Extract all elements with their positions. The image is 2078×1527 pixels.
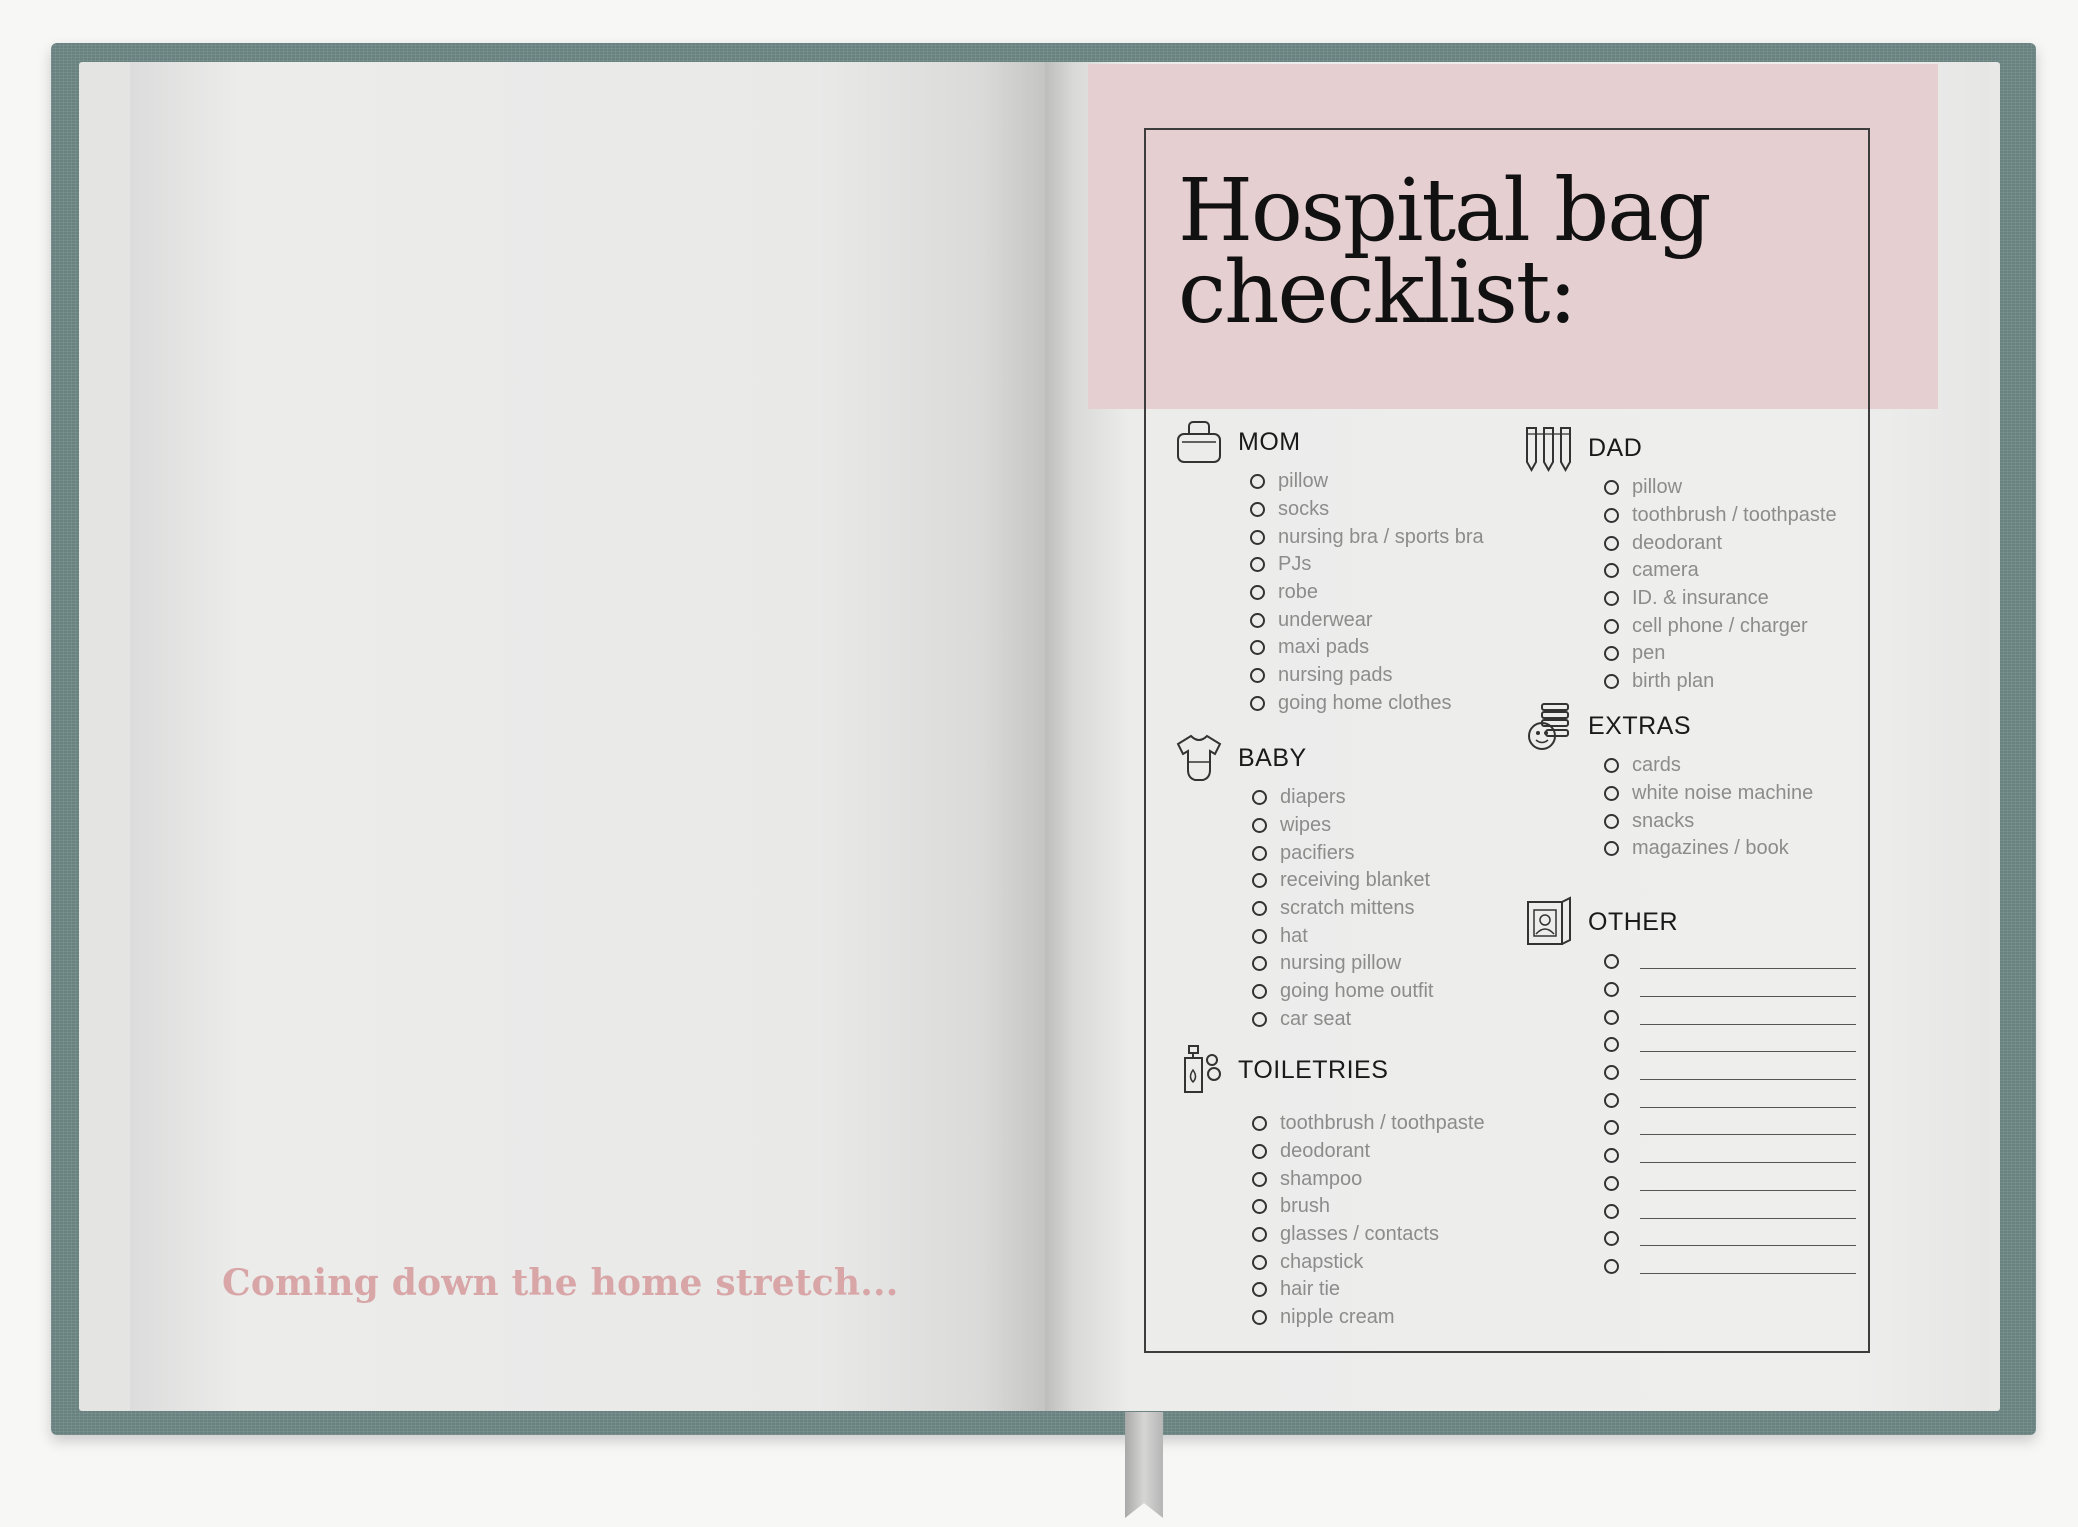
list-item[interactable]: brush xyxy=(1252,1193,1485,1221)
checkbox[interactable] xyxy=(1604,954,1619,969)
blank-line-item[interactable] xyxy=(1604,1114,1856,1142)
list-item[interactable]: underwear xyxy=(1250,606,1484,634)
checkbox[interactable] xyxy=(1252,818,1267,833)
write-in-line[interactable] xyxy=(1640,1259,1856,1274)
bookmark-ribbon xyxy=(1125,1412,1163,1518)
section-extras xyxy=(1524,700,1813,863)
checkbox[interactable] xyxy=(1604,646,1619,661)
checkbox[interactable] xyxy=(1604,480,1619,495)
checkbox[interactable] xyxy=(1252,984,1267,999)
blank-line-item[interactable] xyxy=(1604,1197,1856,1225)
photo-book-icon xyxy=(1524,896,1574,948)
checkbox[interactable] xyxy=(1604,841,1619,856)
pencils-icon xyxy=(1524,422,1574,474)
checkbox[interactable] xyxy=(1252,1199,1267,1214)
baby-bottle-icon xyxy=(1524,700,1574,752)
checkbox[interactable] xyxy=(1604,1065,1619,1080)
write-in-line[interactable] xyxy=(1640,954,1856,969)
section-dad xyxy=(1524,422,1837,696)
list-item[interactable]: socks xyxy=(1250,496,1484,524)
list-item[interactable]: robe xyxy=(1250,579,1484,607)
checkbox[interactable] xyxy=(1604,1093,1619,1108)
checkbox[interactable] xyxy=(1604,1231,1619,1246)
list-item[interactable]: snacks xyxy=(1604,807,1813,835)
list-item[interactable]: pacifiers xyxy=(1252,839,1433,867)
blank-line-item[interactable] xyxy=(1604,1253,1856,1281)
checkbox[interactable] xyxy=(1252,1282,1267,1297)
list-item[interactable]: going home outfit xyxy=(1252,978,1433,1006)
list-item[interactable]: nipple cream xyxy=(1252,1304,1485,1332)
write-in-line[interactable] xyxy=(1640,1120,1856,1135)
blank-line-item[interactable] xyxy=(1604,948,1856,976)
list-item[interactable]: magazines / book xyxy=(1604,835,1813,863)
checkbox[interactable] xyxy=(1252,846,1267,861)
write-in-line[interactable] xyxy=(1640,982,1856,997)
checkbox[interactable] xyxy=(1604,1120,1619,1135)
checkbox[interactable] xyxy=(1604,982,1619,997)
list-item[interactable]: white noise machine xyxy=(1604,780,1813,808)
toiletries-icon xyxy=(1174,1044,1224,1096)
blank-line-item[interactable] xyxy=(1604,976,1856,1004)
left-page-tagline: Coming down the home stretch... xyxy=(222,1262,899,1304)
checkbox[interactable] xyxy=(1252,956,1267,971)
list-item[interactable]: chapstick xyxy=(1252,1248,1485,1276)
bag-icon xyxy=(1174,416,1224,468)
checkbox[interactable] xyxy=(1604,591,1619,606)
list-item[interactable]: camera xyxy=(1604,557,1837,585)
list-item[interactable]: deodorant xyxy=(1252,1138,1485,1166)
list-item[interactable]: deodorant xyxy=(1604,529,1837,557)
list-item[interactable]: shampoo xyxy=(1252,1165,1485,1193)
write-in-line[interactable] xyxy=(1640,1148,1856,1163)
list-item[interactable]: toothbrush / toothpaste xyxy=(1604,502,1837,530)
checkbox[interactable] xyxy=(1252,1172,1267,1187)
list-item[interactable]: maxi pads xyxy=(1250,634,1484,662)
write-in-line[interactable] xyxy=(1640,1065,1856,1080)
checkbox[interactable] xyxy=(1252,1255,1267,1270)
write-in-line[interactable] xyxy=(1640,1010,1856,1025)
blank-line-item[interactable] xyxy=(1604,1031,1856,1059)
checkbox[interactable] xyxy=(1604,674,1619,689)
blank-line-item[interactable] xyxy=(1604,1059,1856,1087)
checkbox[interactable] xyxy=(1604,563,1619,578)
blank-line-item[interactable] xyxy=(1604,1086,1856,1114)
list-item[interactable]: hat xyxy=(1252,922,1433,950)
other-blank-lines xyxy=(1604,948,1856,1280)
section-toiletries xyxy=(1174,1044,1485,1332)
write-in-line[interactable] xyxy=(1640,1093,1856,1108)
list-item[interactable]: wipes xyxy=(1252,812,1433,840)
section-title-extras: EXTRAS xyxy=(1588,711,1692,740)
section-title-mom: MOM xyxy=(1238,427,1301,456)
checkbox[interactable] xyxy=(1252,929,1267,944)
section-title-baby: BABY xyxy=(1238,743,1307,772)
section-title-dad: DAD xyxy=(1588,433,1643,462)
baby-items xyxy=(1252,784,1433,1033)
write-in-line[interactable] xyxy=(1640,1231,1856,1246)
list-item[interactable]: toothbrush / toothpaste xyxy=(1252,1110,1485,1138)
blank-line-item[interactable] xyxy=(1604,1170,1856,1198)
list-item[interactable]: cards xyxy=(1604,752,1813,780)
checkbox[interactable] xyxy=(1252,1227,1267,1242)
list-item[interactable]: pen xyxy=(1604,640,1837,668)
list-item[interactable]: pillow xyxy=(1604,474,1837,502)
checkbox[interactable] xyxy=(1252,1310,1267,1325)
checkbox[interactable] xyxy=(1604,814,1619,829)
list-item[interactable]: PJs xyxy=(1250,551,1484,579)
list-item[interactable]: glasses / contacts xyxy=(1252,1221,1485,1249)
section-title-other: OTHER xyxy=(1588,907,1678,936)
checkbox[interactable] xyxy=(1604,1010,1619,1025)
page-title: Hospital bag checklist: xyxy=(1178,161,1710,343)
toiletries-items xyxy=(1252,1110,1485,1332)
checkbox[interactable] xyxy=(1250,696,1265,711)
checkbox[interactable] xyxy=(1604,1204,1619,1219)
section-baby xyxy=(1174,732,1433,1033)
onesie-icon xyxy=(1174,732,1224,784)
checkbox[interactable] xyxy=(1250,640,1265,655)
write-in-line[interactable] xyxy=(1640,1176,1856,1191)
list-item[interactable]: diapers xyxy=(1252,784,1433,812)
list-item[interactable]: birth plan xyxy=(1604,668,1837,696)
blank-line-item[interactable] xyxy=(1604,1003,1856,1031)
checkbox[interactable] xyxy=(1604,1259,1619,1274)
checkbox[interactable] xyxy=(1604,508,1619,523)
section-title-toiletries: TOILETRIES xyxy=(1238,1055,1389,1084)
section-other xyxy=(1524,896,1856,1280)
list-item[interactable]: nursing pads xyxy=(1250,662,1484,690)
mom-items xyxy=(1250,468,1484,717)
write-in-line[interactable] xyxy=(1640,1204,1856,1219)
list-item[interactable]: going home clothes xyxy=(1250,690,1484,718)
checkbox[interactable] xyxy=(1604,536,1619,551)
blank-line-item[interactable] xyxy=(1604,1225,1856,1253)
blank-line-item[interactable] xyxy=(1604,1142,1856,1170)
checkbox[interactable] xyxy=(1252,1116,1267,1131)
checkbox[interactable] xyxy=(1250,502,1265,517)
checkbox[interactable] xyxy=(1252,790,1267,805)
checkbox[interactable] xyxy=(1604,1148,1619,1163)
list-item[interactable]: cell phone / charger xyxy=(1604,612,1837,640)
extras-items xyxy=(1604,752,1813,863)
checkbox[interactable] xyxy=(1604,786,1619,801)
list-item[interactable]: car seat xyxy=(1252,1006,1433,1034)
checkbox[interactable] xyxy=(1252,1012,1267,1027)
list-item[interactable]: pillow xyxy=(1250,468,1484,496)
checkbox[interactable] xyxy=(1250,585,1265,600)
list-item[interactable]: scratch mittens xyxy=(1252,895,1433,923)
dad-items xyxy=(1604,474,1837,696)
checkbox[interactable] xyxy=(1252,873,1267,888)
checkbox[interactable] xyxy=(1250,557,1265,572)
checkbox[interactable] xyxy=(1252,901,1267,916)
write-in-line[interactable] xyxy=(1640,1037,1856,1052)
list-item[interactable]: receiving blanket xyxy=(1252,867,1433,895)
checkbox[interactable] xyxy=(1250,474,1265,489)
list-item[interactable]: hair tie xyxy=(1252,1276,1485,1304)
list-item[interactable]: nursing pillow xyxy=(1252,950,1433,978)
list-item[interactable]: ID. & insurance xyxy=(1604,585,1837,613)
checkbox[interactable] xyxy=(1604,758,1619,773)
checkbox[interactable] xyxy=(1250,613,1265,628)
list-item[interactable]: nursing bra / sports bra xyxy=(1250,523,1484,551)
checkbox[interactable] xyxy=(1604,1176,1619,1191)
checkbox[interactable] xyxy=(1604,1037,1619,1052)
left-page xyxy=(130,62,1047,1411)
checkbox[interactable] xyxy=(1250,530,1265,545)
checkbox[interactable] xyxy=(1250,668,1265,683)
section-mom xyxy=(1174,416,1484,717)
checkbox[interactable] xyxy=(1604,619,1619,634)
checkbox[interactable] xyxy=(1252,1144,1267,1159)
